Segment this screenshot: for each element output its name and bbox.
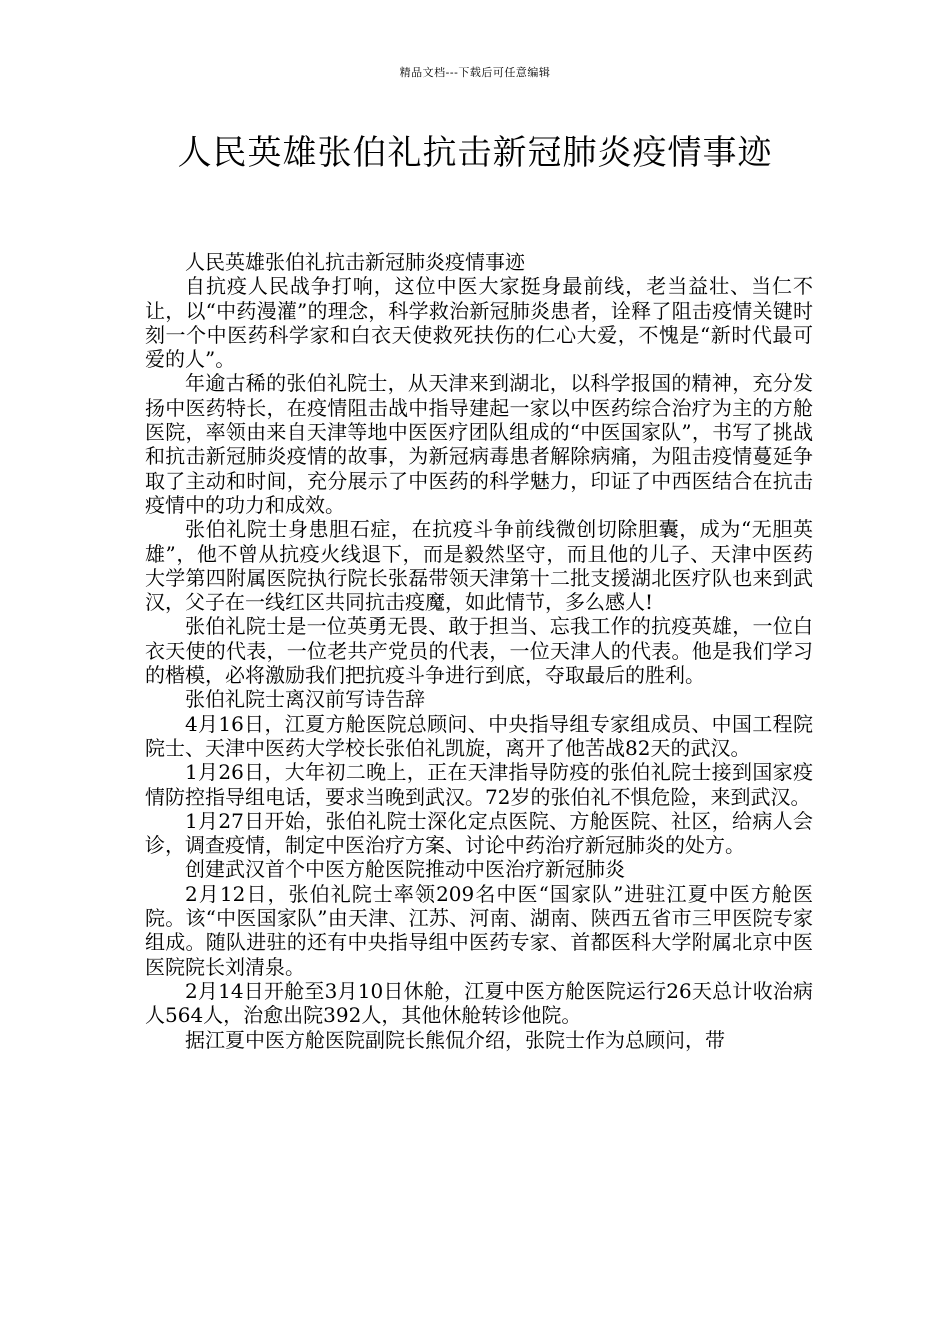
paragraph: 1月27日开始，张伯礼院士深化定点医院、方舱医院、社区，给病人会诊，调查疫情，制定中医治疗方案、讨论中药治疗新冠肺炎的处方。 [145,808,813,858]
paragraph: 据江夏中医方舱医院副院长熊侃介绍，张院士作为总顾问，带 [185,1027,725,1052]
paragraph: 人民英雄张伯礼抗击新冠肺炎疫情事迹 [185,250,525,274]
header-note: 精品文档---下载后可任意编辑 [399,66,551,79]
paragraph: 2月14日开舱至3月10日休舱，江夏中医方舱医院运行26天总计收治病人564人，治愈出院392人，其他休舱转诊他院。 [145,978,813,1028]
paragraph: 1月26日，大年初二晚上，正在天津指导防疫的张伯礼院士接到国家疫情防控指导组电话，要求当晚到武汉。72岁的张伯礼不惧危险，来到武汉。 [145,760,813,809]
section-heading: 创建武汉首个中医方舱医院推动中医治疗新冠肺炎 [185,857,625,882]
document-title: 人民英雄张伯礼抗击新冠肺炎疫情事迹 [177,133,773,173]
paragraph: 4月16日，江夏方舱医院总顾问、中央指导组专家组成员、中国工程院院士、天津中医药大学校长张伯礼凯旋，离开了他苦战82天的武汉。 [145,711,813,760]
section-heading: 张伯礼院士离汉前写诗告辞 [185,687,425,712]
paragraph: 张伯礼院士身患胆石症，在抗疫斗争前线微创切除胆囊，成为“无胆英雄”，他不曾从抗疫火线退下，而是毅然坚守，而且他的儿子、天津中医药大学第四附属医院执行院长张磊带领天津第十二批支援湖北医疗队也来到武汉，父子在一线红区共同抗击疫魔，如此情节，多么感人! [145,517,813,615]
document-body [145,250,813,1052]
paragraph: 2月12日，张伯礼院士率领209名中医“国家队”进驻江夏中医方舱医院。该“中医国家队”由天津、江苏、河南、湖南、陕西五省市三甲医院专家组成。随队进驻的还有中央指导组中医药专家、首都医科大学附属北京中医医院院长刘清泉。 [145,881,813,979]
paragraph: 年逾古稀的张伯礼院士，从天津来到湖北，以科学报国的精神，充分发扬中医药特长，在疫情阻击战中指导建起一家以中医药综合治疗为主的方舱医院，率领由来自天津等地中医医疗团队组成的“中医国家队”，书写了挑战和抗击新冠肺炎疫情的故事，为新冠病毒患者解除病痛，为阻击疫情蔓延争取了主动和时间，充分展示了中医药的科学魅力，印证了中西医结合在抗击疫情中的功力和成效。 [145,371,813,517]
paragraph: 张伯礼院士是一位英勇无畏、敢于担当、忘我工作的抗疫英雄，一位白衣天使的代表，一位老共产党员的代表，一位天津人的代表。他是我们学习的楷模，必将激励我们把抗疫斗争进行到底，夺取最后的胜利。 [145,614,813,688]
paragraph: 自抗疫人民战争打响，这位中医大家挺身最前线，老当益壮、当仁不让，以“中药漫灌”的理念，科学救治新冠肺炎患者，诠释了阻击疫情关键时刻一个中医药科学家和白衣天使救死扶伤的仁心大爱，不愧是“新时代最可爱的人”。 [145,274,813,372]
